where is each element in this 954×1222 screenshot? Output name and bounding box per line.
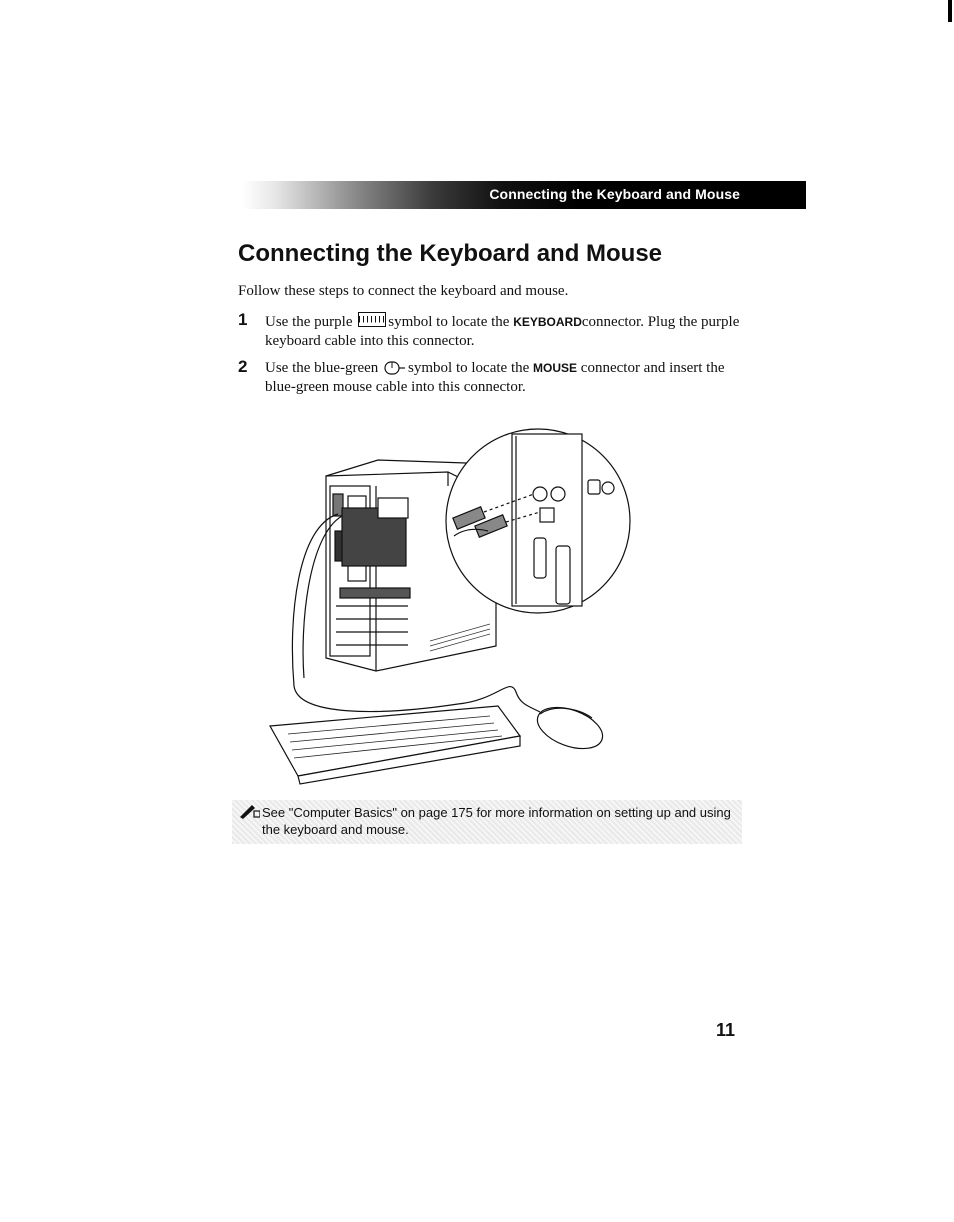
mouse-symbol-icon [384,361,406,375]
running-header [242,181,806,209]
connection-illustration [258,416,638,786]
page-number: 11 [716,1020,736,1040]
keyboard-label: KEYBOARD [513,315,582,329]
section-title: Connecting the Keyboard and Mouse [238,240,663,267]
step-number: 1 [238,310,248,329]
margin-mark [948,0,952,22]
mouse-label: MOUSE [533,361,578,375]
note-text: See "Computer Basics" on page 175 for more information on setting up and using the keyboard and mouse. [262,805,731,837]
note-box [232,800,742,844]
step-text: Use the purple symbol to locate the KEYBOARDconnector. Plug the purple keyboard cable into this connector. [265,314,740,349]
intro-text: Follow these steps to connect the keyboard and mouse. [238,283,569,299]
keyboard-symbol-icon [358,312,386,327]
pen-note-icon [238,803,260,819]
step-number: 2 [238,357,248,376]
running-header-title: Connecting the Keyboard and Mouse [489,186,740,202]
step-text: Use the blue-green symbol to locate the MOUSE connector and insert the blue-green mouse cable into this connector. [265,360,725,395]
